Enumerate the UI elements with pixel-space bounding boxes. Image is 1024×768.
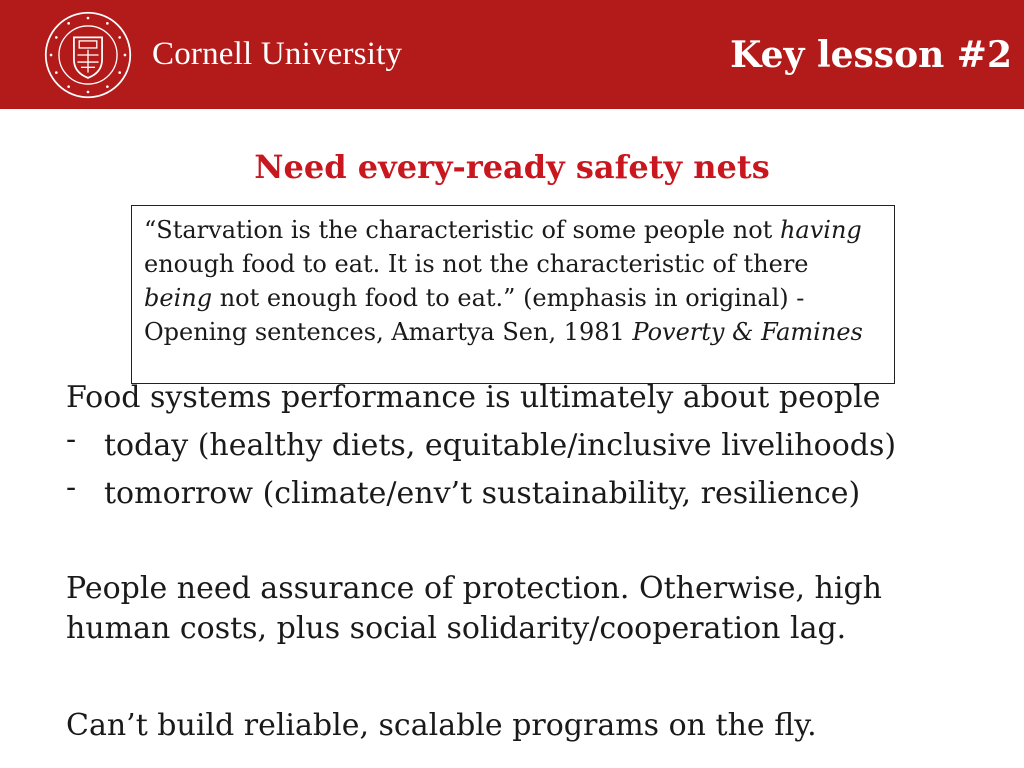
quote-part-1: “Starvation is the characteristic of some people not [144,216,780,244]
bullet-text: tomorrow (climate/env’t sustainability, resilience) [104,476,861,511]
paragraph-protection: People need assurance of protection. Otherwise, high human costs, plus social solidarity/cooperation lag. [66,571,882,646]
quote-text [144,213,884,349]
quote-part-2: enough food to eat. It is not the characteristic of there [144,250,809,278]
lead-text: Food systems performance is ultimately about people [66,380,881,415]
header-bar [0,0,1024,109]
university-name: Cornell University [152,36,403,72]
quote-part-3: not enough food to eat.” (emphasis in original) - Opening sentences, Amartya Sen, 1981 [144,284,805,346]
slide-tag: Key lesson #2 [730,34,1012,76]
bullet-text: today (healthy diets, equitable/inclusive livelihoods) [104,428,897,463]
quote-book-title: Poverty & Famines [632,318,863,346]
quote-box [131,205,895,384]
bullet-marker: - [66,470,77,505]
bullet-marker: - [66,422,77,457]
quote-emphasis-1: having [779,216,862,244]
university-seal-icon [44,11,132,99]
paragraph-programs: Can’t build reliable, scalable programs on the fly. [66,708,817,743]
quote-emphasis-2: being [144,284,213,312]
slide-headline: Need every-ready safety nets [254,148,770,186]
